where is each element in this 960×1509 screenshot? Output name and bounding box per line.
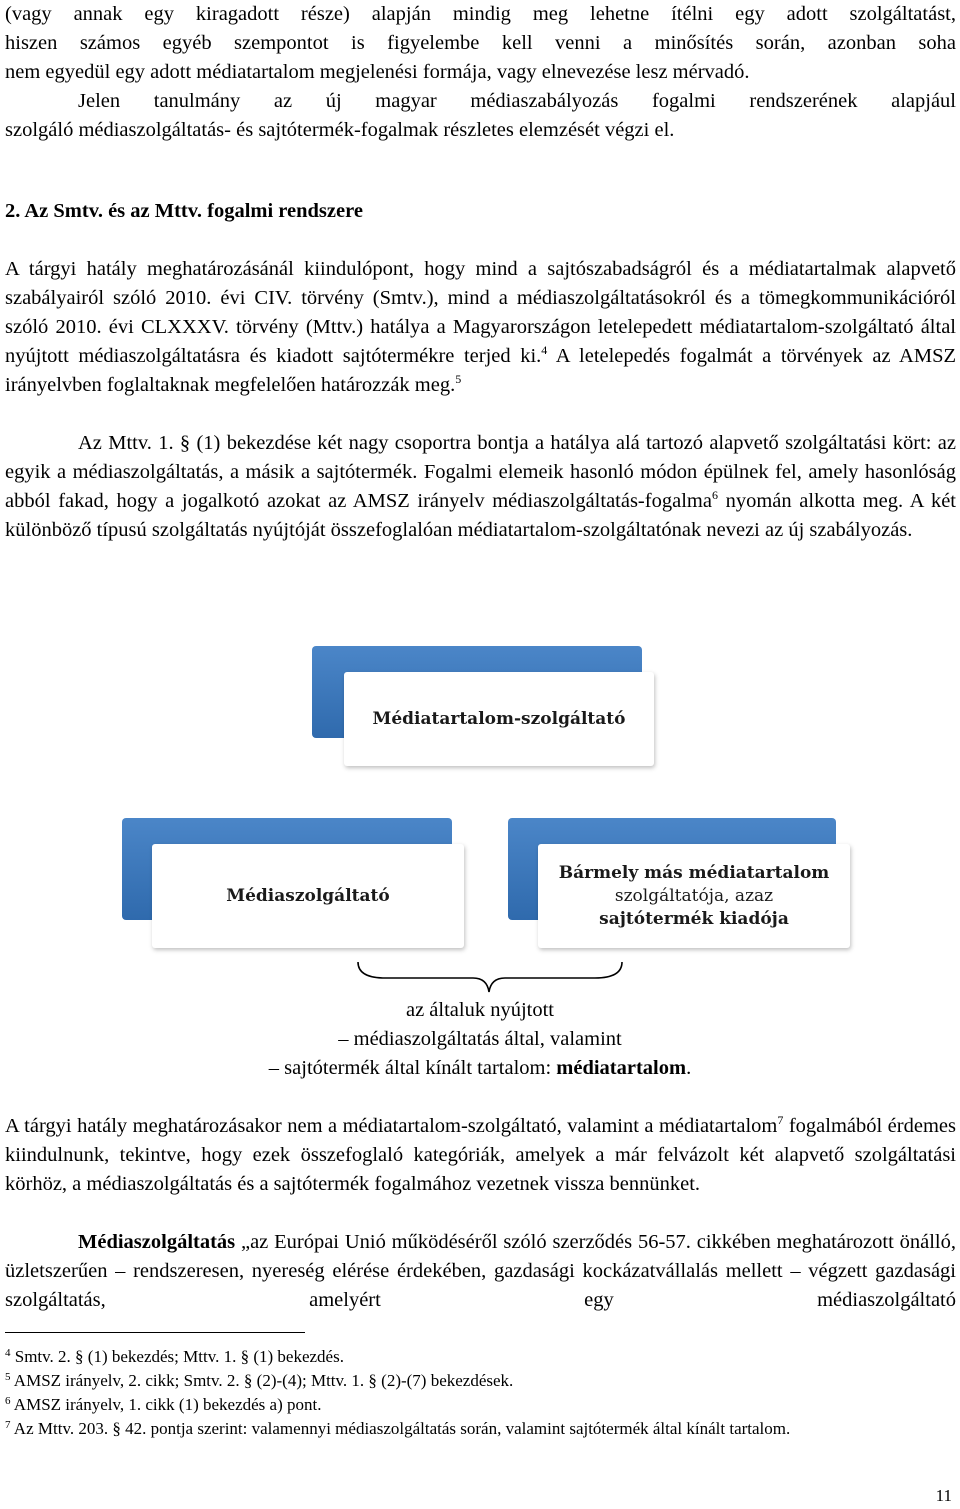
footnote xyxy=(5,1370,956,1392)
paragraph-scope xyxy=(5,255,956,400)
paragraph-definition xyxy=(5,1228,956,1315)
diagram-caption-line: az általuk nyújtott xyxy=(405,999,554,1021)
footnote xyxy=(5,1418,956,1440)
diagram-box-right xyxy=(538,844,850,948)
paragraph-text: A letelepedés fogalmát a törvények az AMSZ irányelvben foglaltaknak megfelelően határozzák meg. xyxy=(5,345,956,396)
footnote-number: 6 xyxy=(5,1395,11,1407)
footnote-separator xyxy=(5,1332,305,1333)
page-number: 11 xyxy=(935,1486,952,1505)
footnote xyxy=(5,1394,956,1416)
paragraph-text: A tárgyi hatály meghatározásánál kiindulópont, hogy mind a sajtószabadságról és a médiatartalmak alapvető szabályairól szóló 2010. évi CIV. törvény (Smtv.), mind a médiaszolgáltatásokról és a tömegkommunikációról szóló 2010. évi CLXXXV. törvény (Mttv.) hatálya a Magyarországon letelepedett médiatartalom-szolgáltató által nyújtott médiaszolgáltatásra és kiadott sajtótermékre terjed ki. xyxy=(5,258,956,367)
diagram-caption-line: – médiaszolgáltatás által, valamint xyxy=(338,1028,622,1050)
footnote-number: 5 xyxy=(5,1371,11,1383)
footnote-ref: 4 xyxy=(541,343,548,357)
caption-text: . xyxy=(686,1057,692,1079)
diagram-box-label: Médiaszolgáltató xyxy=(226,886,390,906)
diagram-box-label: sajtótermék kiadója xyxy=(599,908,789,929)
caption-text: – sajtótermék által kínált tartalom: xyxy=(268,1057,557,1079)
caption-term: médiatartalom xyxy=(556,1057,687,1079)
curly-brace-icon xyxy=(355,960,625,994)
paragraph-groups xyxy=(5,429,956,545)
text-line: nem egyedül egy adott médiatartalom megjelenési formája, vagy elnevezése lesz mérvadó. xyxy=(5,61,750,83)
diagram-box-label: Bármely más médiatartalom xyxy=(558,862,830,883)
footnote-text: AMSZ irányelv, 1. cikk (1) bekezdés a) pont. xyxy=(10,1395,322,1414)
diagram-box-label: Médiatartalom-szolgáltató xyxy=(372,709,626,729)
footnote-number: 7 xyxy=(5,1419,11,1431)
paragraph-text: fogalmából érdemes kiindulnunk, tekintve, hogy ezek összefoglaló kategóriák, amelyek a már felvázolt két alapvető szolgáltatási körhöz, a médiaszolgáltatás és a sajtótermék fogalmához vezetnek vissza bennünket. xyxy=(5,1115,956,1195)
footnote-ref: 6 xyxy=(711,488,718,502)
footnote xyxy=(5,1346,956,1368)
defined-term: Médiaszolgáltatás xyxy=(78,1231,236,1253)
footnote-text: AMSZ irányelv, 2. cikk; Smtv. 2. § (2)-(4); Mttv. 1. § (2)-(7) bekezdések. xyxy=(10,1371,514,1390)
paragraph-scope-2 xyxy=(5,1112,956,1199)
text-line: Jelen tanulmány az új magyar médiaszabályozás fogalmi rendszerének alapjául xyxy=(78,90,956,112)
paragraph-text: nyomán alkotta meg. A két különböző típusú szolgáltatás nyújtóját összefoglalóan médiatartalom-szolgáltatónak nevezi az új szabályozás. xyxy=(5,490,956,541)
text-line: hiszen számos egyéb szempontot is figyelembe kell venni a minősítés során, azonban soha xyxy=(5,32,956,54)
text-line: szolgáló médiaszolgáltatás- és sajtótermék-fogalmak részletes elemzését végzi el. xyxy=(5,119,675,141)
diagram-caption-line xyxy=(0,1054,960,1083)
paragraph-text: Az Mttv. 1. § (1) bekezdése két nagy csoportra bontja a hatálya alá tartozó alapvető szolgáltatási kört: az egyik a médiaszolgáltatás, a másik a sajtótermék. Fogalmi elemeik hasonló módon épülnek fel, amely hasonlóság abból fakad, hogy a jogalkotó azokat az AMSZ irányelv médiaszolgáltatás-fogalma xyxy=(5,432,956,512)
diagram-box-label: szolgáltatója, azaz xyxy=(614,885,774,906)
footnote-text: Smtv. 2. § (1) bekezdés; Mttv. 1. § (1) bekezdés. xyxy=(10,1347,344,1366)
footnote-ref: 5 xyxy=(455,372,462,386)
diagram-box-left xyxy=(152,844,464,948)
diagram-box-top xyxy=(344,672,654,766)
section-heading: 2. Az Smtv. és az Mttv. fogalmi rendszere xyxy=(5,200,363,222)
footnote-text: Az Mttv. 203. § 42. pontja szerint: valamennyi médiaszolgáltatás során, valamint sajtótermék által kínált tartalom. xyxy=(10,1419,791,1438)
text-line: (vagy annak egy kiragadott része) alapján mindig meg lehetne ítélni egy adott szolgáltatást, xyxy=(5,3,956,25)
paragraph-text: A tárgyi hatály meghatározásakor nem a médiatartalom-szolgáltató, valamint a médiatartalom xyxy=(5,1115,778,1137)
paragraph-text: „az Európai Unió működéséről szóló szerződés 56-57. cikkében meghatározott önálló, üzletszerűen – rendszeresen, nyereség elérése érdekében, gazdasági kockázatvállalás mellett – végzett gazdasági szolgáltatás, amelyért egy médiaszolgáltató xyxy=(5,1231,956,1311)
footnote-ref: 7 xyxy=(777,1113,784,1127)
footnote-number: 4 xyxy=(5,1347,11,1359)
